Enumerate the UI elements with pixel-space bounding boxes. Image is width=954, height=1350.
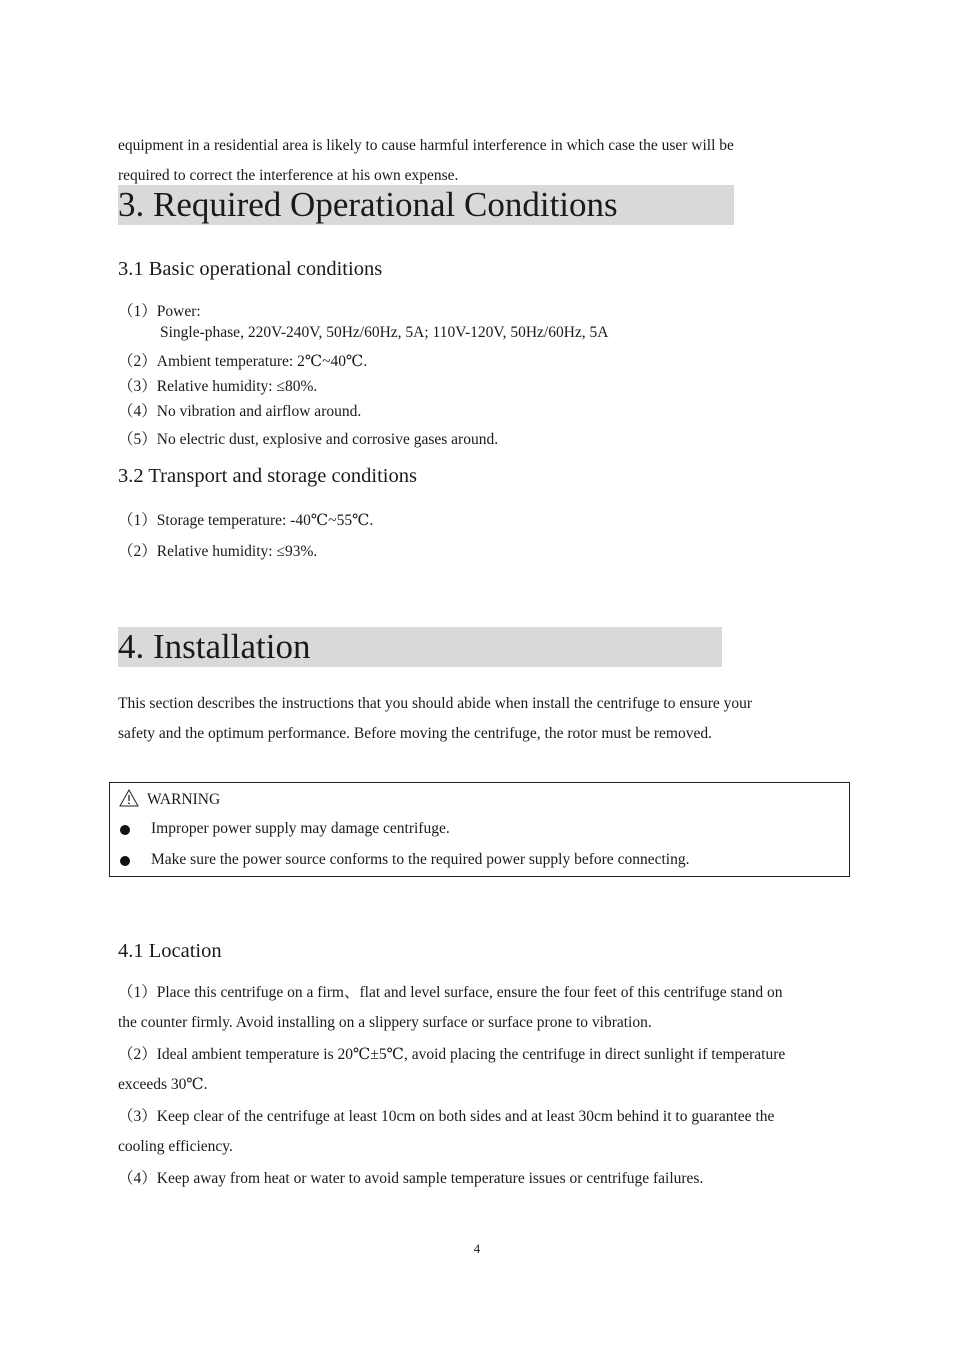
location-line: cooling efficiency. [118,1138,233,1155]
section-4-intro-line-2: safety and the optimum performance. Before moving the centrifuge, the rotor must be removed. [118,725,712,742]
subsection-3-1-heading: 3.1 Basic operational conditions [118,258,383,280]
section-3-heading: 3. Required Operational Conditions [118,185,618,224]
intro-line-1: equipment in a residential area is likely to cause harmful interference in which case the user will be [118,137,734,154]
location-line: the counter firmly. Avoid installing on a slippery surface or surface prone to vibration. [118,1014,652,1031]
subsection-4-1-heading: 4.1 Location [118,940,222,962]
warning-bullet-2: Make sure the power source conforms to the required power supply before connecting. [151,851,690,868]
location-list [118,978,841,1194]
intro-line-2: required to correct the interference at his own expense. [118,167,459,184]
list-item: （1）Power: [118,303,201,320]
list-item: （2）Relative humidity: ≤93%. [118,543,318,560]
section-4-heading: 4. Installation [118,627,311,666]
list-item: （2）Ambient temperature: 2℃~40℃. [118,353,368,370]
list-item: Single-phase, 220V-240V, 50Hz/60Hz, 5A; 110V-120V, 50Hz/60Hz, 5A [160,324,609,341]
location-line: （1）Place this centrifuge on a firm、flat and level surface, ensure the four feet of this centrifuge stand on [118,984,783,1001]
warning-box [109,782,850,877]
bullet-icon [120,825,130,835]
location-line: exceeds 30℃. [118,1076,208,1093]
section-4-intro [118,689,841,749]
list-item: （3）Relative humidity: ≤80%. [118,378,318,395]
subsection-3-2-heading: 3.2 Transport and storage conditions [118,465,417,487]
bullet-icon [120,856,130,866]
location-line: （4）Keep away from heat or water to avoid sample temperature issues or centrifuge failures. [118,1170,704,1187]
location-line: （2）Ideal ambient temperature is 20℃±5℃, avoid placing the centrifuge in direct sunlight if temperature [118,1046,786,1063]
location-line: （3）Keep clear of the centrifuge at least 10cm on both sides and at least 30cm behind it to guarantee the [118,1108,775,1125]
warning-triangle-icon [118,788,140,808]
section-4-intro-line-1: This section describes the instructions that you should abide when install the centrifuge to ensure your [118,695,753,712]
warning-bullet-1: Improper power supply may damage centrifuge. [151,820,450,837]
page-number: 4 [473,1241,481,1256]
list-item: （5）No electric dust, explosive and corrosive gases around. [118,431,499,448]
list-item: （4）No vibration and airflow around. [118,403,362,420]
warning-label: WARNING [147,791,221,808]
intro-paragraph [118,131,841,191]
list-item: （1）Storage temperature: -40℃~55℃. [118,512,374,529]
